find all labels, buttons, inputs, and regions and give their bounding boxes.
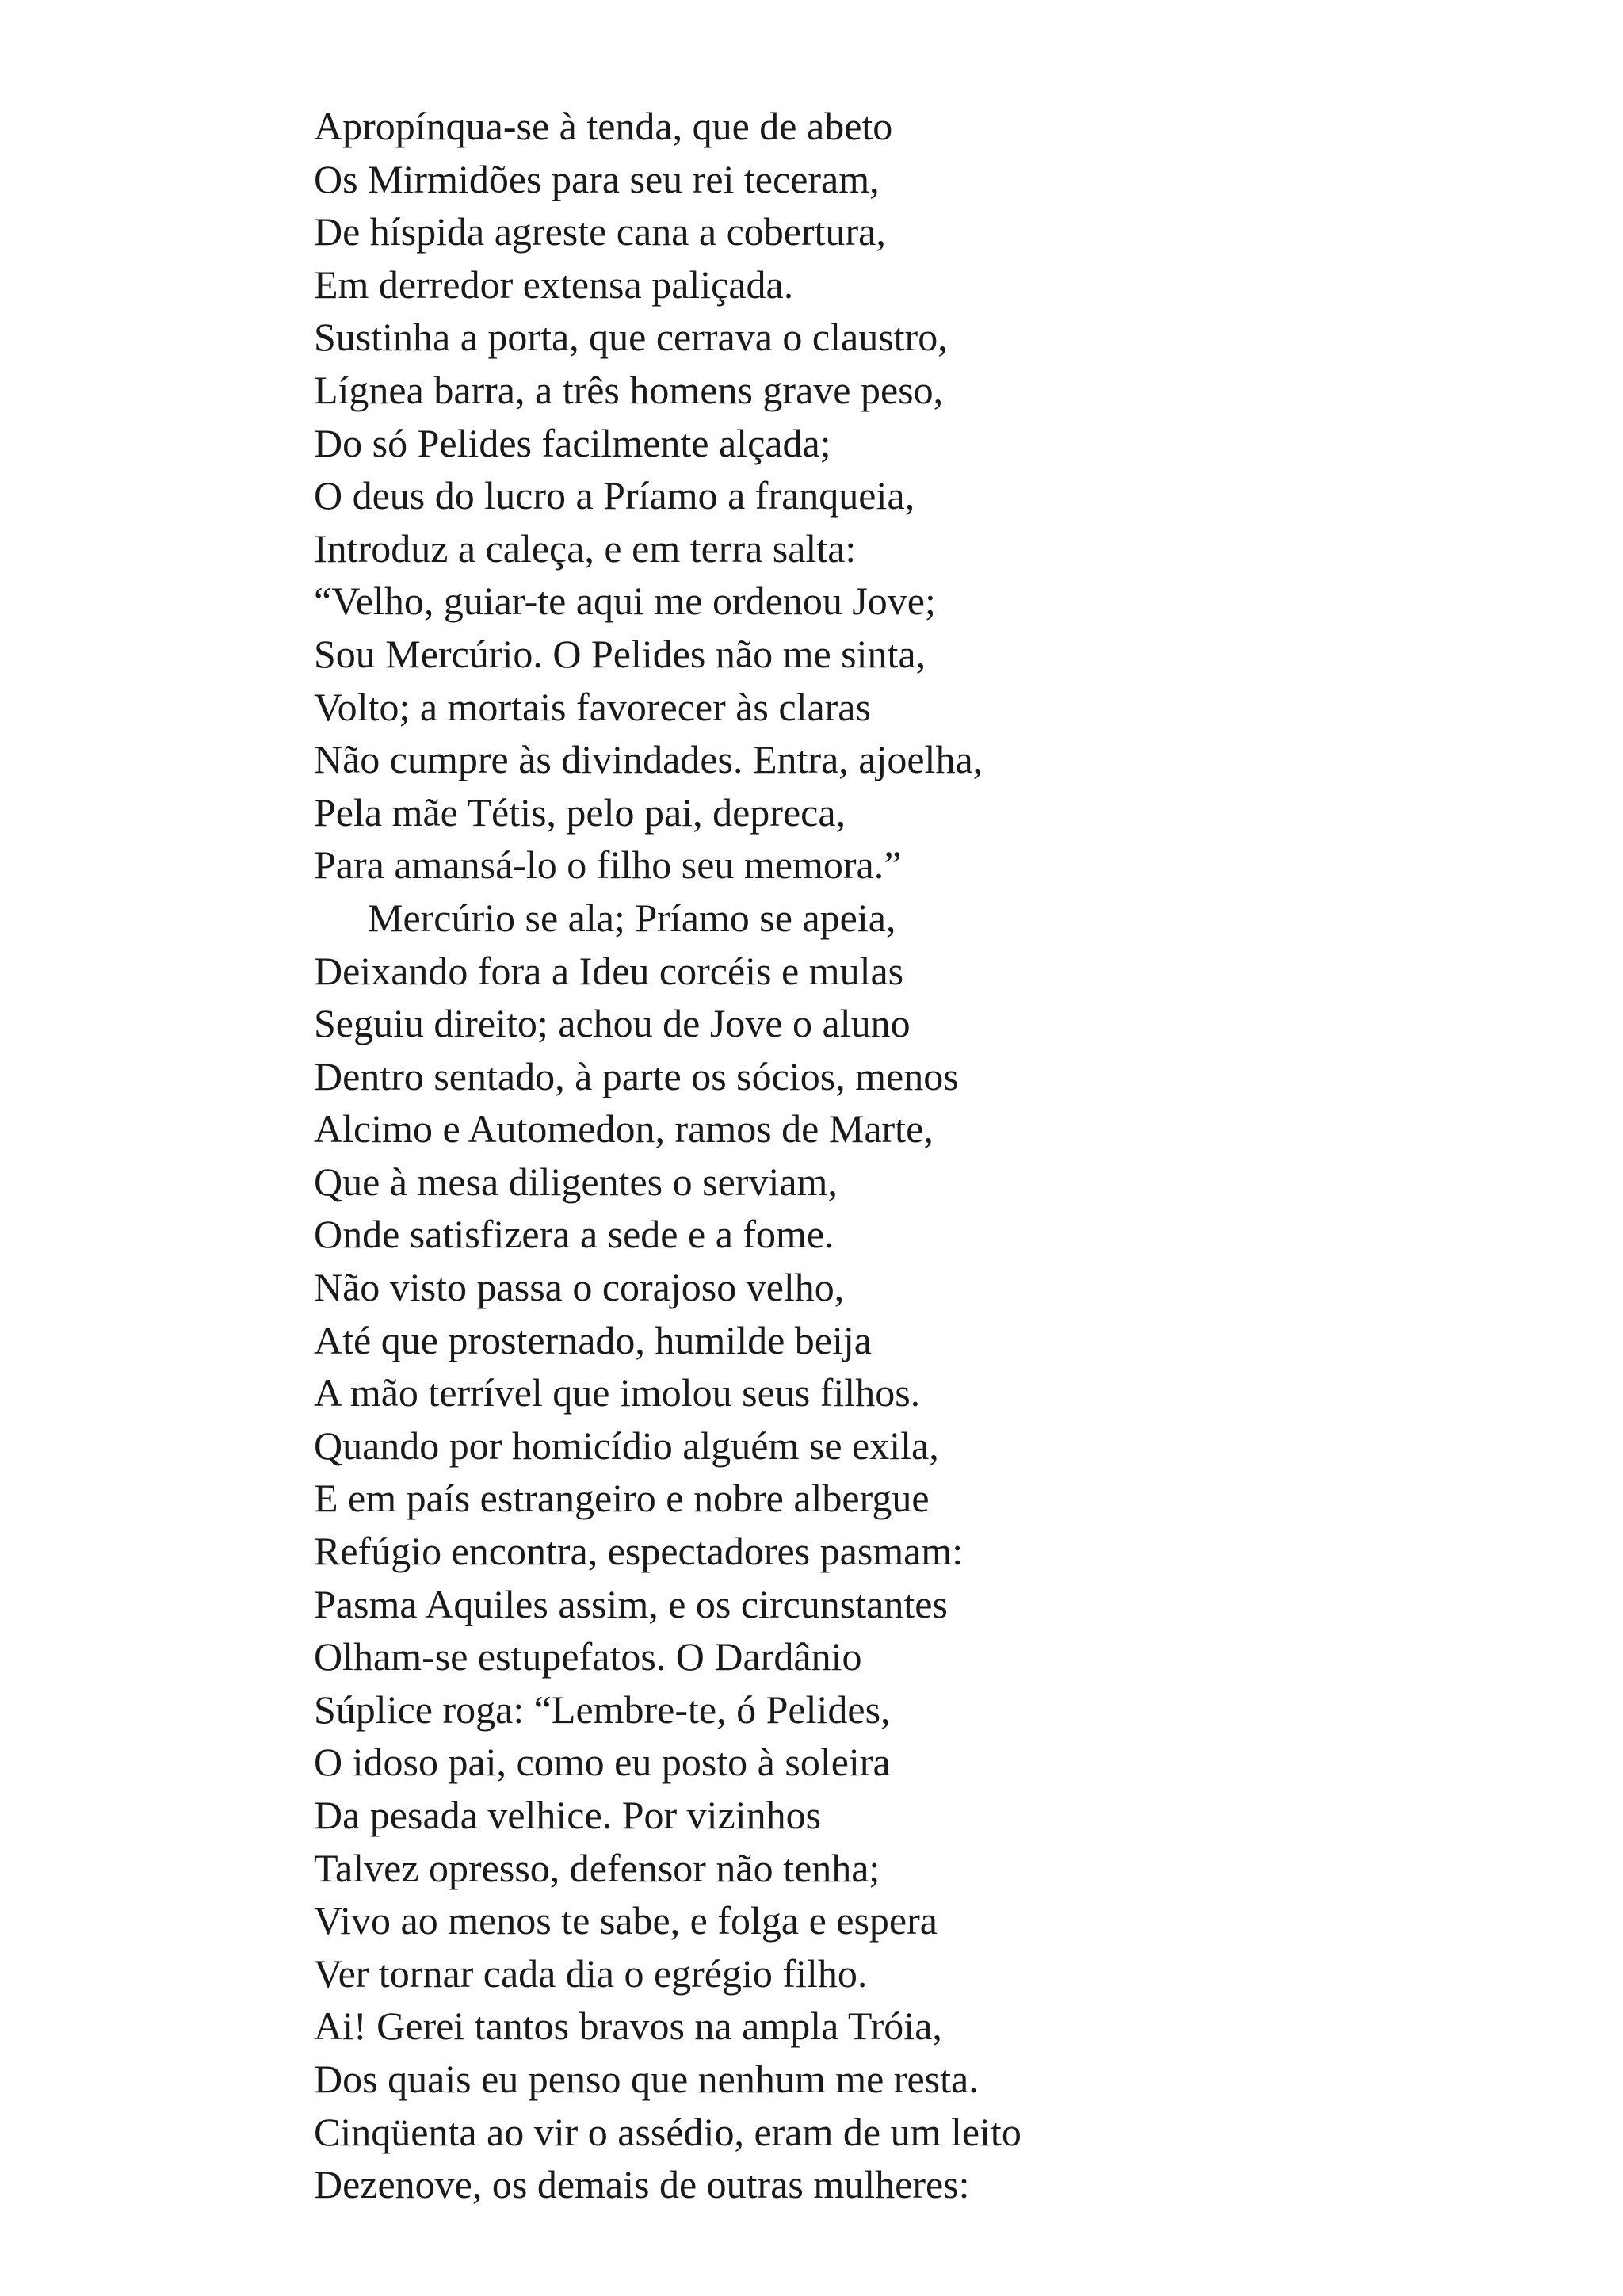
poem-line: “Velho, guiar-te aqui me ordenou Jove;: [314, 579, 936, 624]
poem-line: Alcimo e Automedon, ramos de Marte,: [314, 1106, 934, 1152]
poem-line: Quando por homicídio alguém se exila,: [314, 1423, 939, 1468]
poem-line: E em país estrangeiro e nobre albergue: [314, 1476, 930, 1521]
poem-line: O deus do lucro a Príamo a franqueia,: [314, 473, 915, 518]
poem-line: O idoso pai, como eu posto à soleira: [314, 1740, 891, 1785]
poem-line: Refúgio encontra, espectadores pasmam:: [314, 1529, 964, 1574]
poem-line: Sou Mercúrio. O Pelides não me sinta,: [314, 631, 926, 676]
poem-line: Talvez opresso, defensor não tenha;: [314, 1845, 880, 1890]
poem-line: Do só Pelides facilmente alçada;: [314, 420, 831, 465]
poem-line: Pela mãe Tétis, pelo pai, depreca,: [314, 789, 846, 835]
poem-line: Não cumpre às divindades. Entra, ajoelha,: [314, 737, 983, 782]
poem-line: Não visto passa o corajoso velho,: [314, 1265, 845, 1310]
poem-line: Em derredor extensa paliçada.: [314, 262, 794, 307]
poem-line: De híspida agreste cana a cobertura,: [314, 209, 886, 254]
poem-line: Deixando fora a Ideu corcéis e mulas: [314, 948, 904, 993]
poem-line: Vivo ao menos te sabe, e folga e espera: [314, 1898, 938, 1943]
poem-line: Volto; a mortais favorecer às claras: [314, 684, 871, 729]
poem-line: Dezenove, os demais de outras mulheres:: [314, 2162, 970, 2207]
poem-line-indented: Mercúrio se ala; Príamo se apeia,: [368, 895, 896, 940]
poem-line: Introduz a caleça, e em terra salta:: [314, 525, 857, 571]
poem-line: Até que prosternado, humilde beija: [314, 1317, 872, 1362]
poem-line: Sustinha a porta, que cerrava o claustro,: [314, 315, 948, 360]
poem-line: Lígnea barra, a três homens grave peso,: [314, 367, 944, 412]
poem-line: Súplice roga: “Lembre-te, ó Pelides,: [314, 1687, 891, 1732]
poem-line: A mão terrível que imolou seus filhos.: [314, 1370, 921, 1415]
poem-line: Para amansá-lo o filho seu memora.”: [314, 842, 902, 888]
poem-text: [314, 100, 1503, 2211]
poem-line: Que à mesa diligentes o serviam,: [314, 1159, 838, 1204]
poem-line: Dentro sentado, à parte os sócios, menos: [314, 1053, 959, 1098]
poem-line: Cinqüenta ao vir o assédio, eram de um leito: [314, 2109, 1022, 2154]
poem-line: Apropínqua-se à tenda, que de abeto: [314, 104, 893, 148]
poem-line: Dos quais eu penso que nenhum me resta.: [314, 2056, 979, 2101]
poem-line: Ai! Gerei tantos bravos na ampla Tróia,: [314, 2004, 942, 2049]
poem-line: Olham-se estupefatos. O Dardânio: [314, 1634, 862, 1679]
poem-line: Da pesada velhice. Por vizinhos: [314, 1793, 822, 1837]
poem-line: Seguiu direito; achou de Jove o aluno: [314, 1001, 911, 1046]
poem-line: Pasma Aquiles assim, e os circunstantes: [314, 1581, 948, 1626]
poem-line: Ver tornar cada dia o egrégio filho.: [314, 1950, 868, 1996]
poem-line: Onde satisfizera a sede e a fome.: [314, 1212, 834, 1257]
poem-line: Os Mirmidões para seu rei teceram,: [314, 156, 880, 201]
